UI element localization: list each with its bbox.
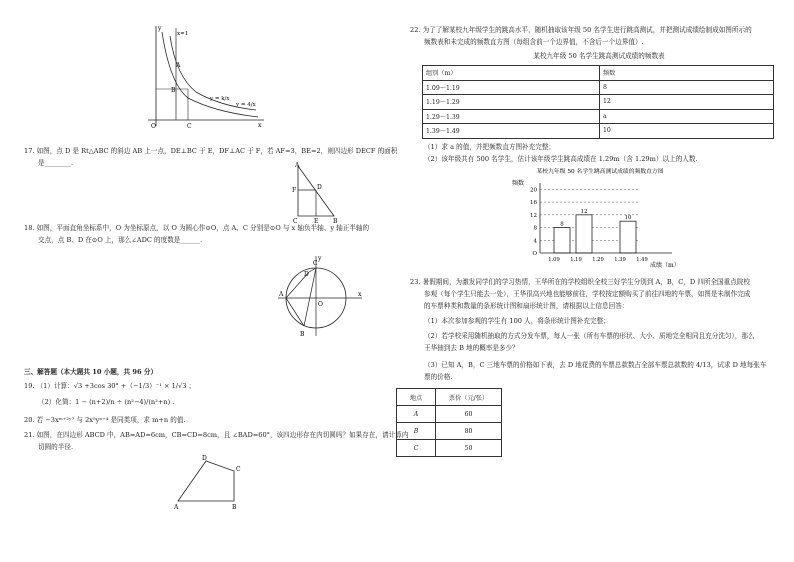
fig17-label-d: D xyxy=(317,184,322,191)
y-tick-label: 20 xyxy=(530,187,537,194)
q19-part1: 19. （1）计算：√3 +3cos 30° +（−1/3）⁻¹ × 1/√3 ； xyxy=(24,382,196,390)
table-row xyxy=(397,440,502,457)
table-cell: B xyxy=(397,423,436,440)
fig18-label-b: B xyxy=(300,331,305,338)
bar-value-label: 10 xyxy=(624,215,632,222)
table-header: 组别（m） xyxy=(423,66,600,81)
fig21-label-d: D xyxy=(202,455,207,462)
y-tick-label: 12 xyxy=(530,212,537,219)
fig18-label-y: y xyxy=(318,255,322,262)
table-cell: A xyxy=(397,406,436,423)
q18-line2: 交点，点 B、D 在⊙O 上，那么∠ADC 的度数是______. xyxy=(38,236,203,244)
table-cell: 10 xyxy=(600,124,774,139)
fig17-label-c: C xyxy=(293,218,298,224)
fig21-label-b: B xyxy=(232,504,237,511)
bar-value-label: 12 xyxy=(580,208,588,215)
chart-xlabel: 成绩（m） xyxy=(650,262,680,269)
x-tick-label: 1.19 xyxy=(570,257,582,263)
fig17-label-f: F xyxy=(292,187,297,194)
q21-figure xyxy=(170,453,250,511)
fig18-label-c: C xyxy=(313,260,318,267)
x-tick-label: 1.39 xyxy=(614,257,626,263)
q22-sub2: （2）该年级共有 500 名学生，估计该年级学生跳高成绩在 1.29m（含 1.29m）以上的人数. xyxy=(424,155,698,163)
fig17-label-b: B xyxy=(333,218,338,224)
table-cell: 1.19～1.29 xyxy=(423,95,600,110)
y-tick-label: 4 xyxy=(533,238,537,245)
q23-sub2-line2: 王华抽到去 B 地的概率是多少？ xyxy=(424,344,519,352)
q21-line1: 21. 如图，在四边形 ABCD 中，AB=AD=6cm，CB=CD=8cm，且 ∠BAD=60°，该四边形存在内切圆吗？如果存在，请计算内 xyxy=(24,431,409,439)
fig18-label-o: O xyxy=(318,301,323,308)
q17-line1: 17. 如图，点 D 是 Rt△ABC 的斜边 AB 上一点，DE⊥BC 于 E，DF⊥AC 于 F，若 AF=3，BE=2，则四边形 DECF 的面积 xyxy=(24,147,398,155)
freq-table-title: 某校九年级 50 名学生跳高测试成绩的频数表 xyxy=(533,52,665,60)
point-b: B xyxy=(171,87,176,94)
q17-line2: 是________. xyxy=(38,159,74,167)
frequency-table xyxy=(422,65,774,139)
histogram-chart xyxy=(510,165,690,270)
x-tick-label: 1.49 xyxy=(636,257,648,263)
curve2-label: y = 4/x xyxy=(236,102,256,108)
q21-line2: 切圆的半径. xyxy=(38,443,74,451)
table-cell: 60 xyxy=(436,406,502,423)
table-cell: C xyxy=(397,440,436,457)
table-cell: 12 xyxy=(600,95,774,110)
bar-value-label: 8 xyxy=(560,221,564,228)
q22-sub1: （1）求 a 的值，并把频数直方图补充完整； xyxy=(424,143,556,151)
q22-line1: 22. 为了了解某校九年级学生的跳高水平，随机抽取该年级 50 名学生进行跳高测试，并把测试成绩绘制成如图所示的 xyxy=(410,26,752,34)
chart-ylabel: 频数 xyxy=(512,180,525,187)
origin-label: O xyxy=(151,123,156,130)
y-axis-label: y xyxy=(158,25,162,32)
section-3-heading: 三、解答题（本大题共 10 小题，共 96 分） xyxy=(24,368,158,376)
fig17-label-a: A xyxy=(295,162,300,169)
table-cell: a xyxy=(600,109,774,124)
q19-part2: （2）化简：1 − (n+2)/n ÷ (n²−4)/(n²+n) . xyxy=(38,398,175,406)
q23-sub3-line2: 票的价格. xyxy=(424,373,453,381)
q23-sub2-line1: （2）若学校采用随机抽取的方式分发车票，每人一张（所有车票的形状、大小、质地完全相同且充分洗匀），那么 xyxy=(424,332,755,340)
table-row xyxy=(397,423,502,440)
point-c: C xyxy=(187,123,192,130)
x-tick-label: 1.09 xyxy=(548,257,560,263)
x-axis-label: x xyxy=(258,122,262,129)
q20: 20. 若 −3xᵐ⁺²ʸ⁷ 与 2x⁵yⁿ⁺⁴ 是同类项，求 m+n 的值. xyxy=(24,416,186,424)
table-cell: 1.09～1.19 xyxy=(423,80,600,95)
table-cell: 8 xyxy=(600,80,774,95)
x-tick-label: 1.29 xyxy=(592,257,604,263)
curve1-label: y = k/x xyxy=(210,96,230,102)
fig17-label-e: E xyxy=(314,218,319,224)
fig18-label-a: A xyxy=(279,291,284,298)
x1-label: x=1 xyxy=(177,31,189,37)
y-tick-label: 16 xyxy=(530,200,537,207)
table-header-row xyxy=(423,66,774,81)
table-row xyxy=(423,80,774,95)
histogram-bar xyxy=(554,228,570,253)
table-header: 频数 xyxy=(600,66,774,81)
histogram-bar xyxy=(620,221,636,253)
segment-ab xyxy=(286,298,304,326)
fare-header: 票价（元/张） xyxy=(436,389,502,406)
q23-sub1: （1）本次参加参观的学生有 100 人，将条形统计图补充完整； xyxy=(424,317,610,325)
fig18-label-d: D xyxy=(304,271,309,278)
fare-table xyxy=(396,388,502,457)
table-row xyxy=(423,109,774,124)
q17-figure xyxy=(286,160,342,224)
chart-title: 某校九年级 50 名学生跳高测试成绩的频数直方图 xyxy=(536,169,664,175)
q23-line3: 的车票种类和数量的条形统计图和扇形统计图，请根据以上信息回答： xyxy=(424,302,629,310)
table-cell: 50 xyxy=(436,440,502,457)
table-row xyxy=(423,124,774,139)
table-cell: 1.39～1.49 xyxy=(423,124,600,139)
table-row xyxy=(397,406,502,423)
fig21-label-a: A xyxy=(174,504,179,511)
fare-header: 地点 xyxy=(397,389,436,406)
fig18-label-x: x xyxy=(358,291,362,298)
q18-figure xyxy=(276,252,366,342)
q23-sub3-line1: （3）已知 A，B，C 三地车票的价格如下表，去 D 地花费的车票总款数占全部车票总款数的 4/13，试求 D 地每张车 xyxy=(424,361,767,369)
fare-header-row xyxy=(397,389,502,406)
q23-line2: 参观（每个学生只能去一处），王华很高兴地也能够前往，学校按定额购买了前往四地的车票，如图是未制作完成 xyxy=(424,290,751,298)
q23-line1: 23. 暑假期间，为激发同学们的学习热情，王华所在的学校组织全校三好学生分别到 A，B，C，D 四所全国重点院校 xyxy=(410,278,751,286)
table-row xyxy=(423,95,774,110)
q22-line2: 频数表和未完成的频数直方图（每组含前一个边界值，不含后一个边界值）. xyxy=(424,38,644,46)
q18-line1: 18. 如图，平面直角坐标系中，O 为坐标原点，以 O 为圆心作⊙O，点 A、C 分别是⊙O 与 x 轴负半轴、y 轴正半轴的 xyxy=(24,224,370,232)
quadrilateral-abcd xyxy=(178,461,234,501)
table-cell: 80 xyxy=(436,423,502,440)
table-cell: 1.29～1.39 xyxy=(423,109,600,124)
point-a: A xyxy=(176,62,181,69)
y-tick-origin: O xyxy=(532,251,537,257)
y-tick-label: 8 xyxy=(533,225,537,232)
histogram-bar xyxy=(576,215,592,253)
fig21-label-c: C xyxy=(236,466,241,473)
q16-graph xyxy=(140,22,270,134)
